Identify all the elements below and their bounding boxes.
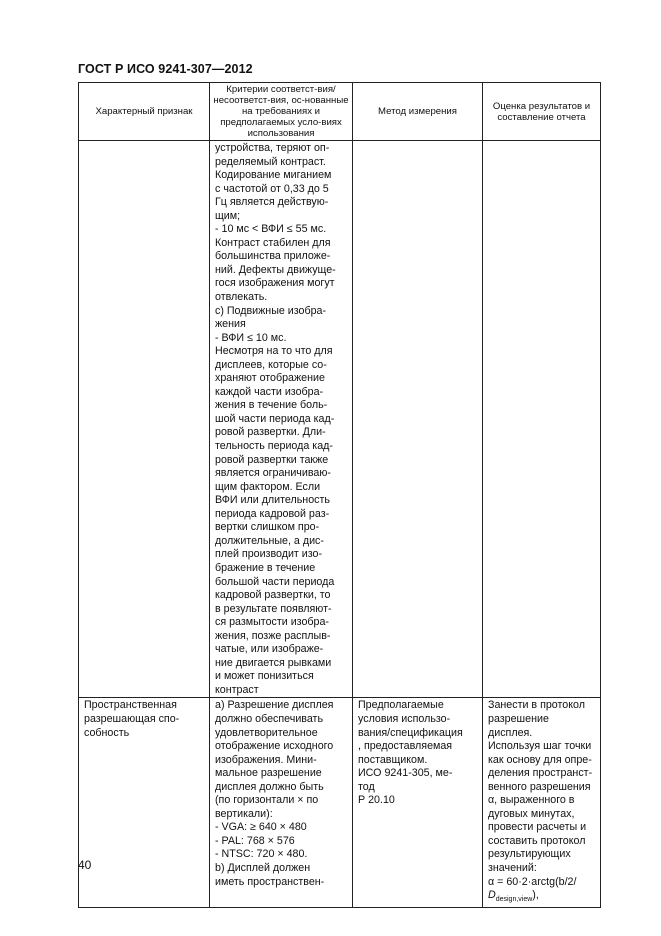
cell-text-line: α = 60·2·arctg(b/2/ xyxy=(488,875,577,888)
cell-text-line: - NTSC: 720 × 480. xyxy=(215,848,308,861)
cell-text-line: Р 20.10 xyxy=(358,794,395,807)
cell-text-line: Гц является действую- xyxy=(215,196,329,209)
cell-text-line: как основу для опре- xyxy=(488,753,592,766)
cell-text-line: чатые, или изображе- xyxy=(215,643,324,656)
cell-text-line: - VGA: ≥ 640 × 480 xyxy=(215,821,307,834)
cell-text-line: устройства, теряют оп- xyxy=(215,142,330,154)
cell-text-line: значений: xyxy=(488,861,537,874)
cell-text-line: дуговых минутах, xyxy=(488,807,575,820)
cell-text-line: ний. Дефекты движуще- xyxy=(215,263,336,276)
cell-text-line: жения в течение боль- xyxy=(215,399,328,412)
cell-text-line: Несмотря на то что для xyxy=(215,345,333,358)
cell-text-line: ние двигается рывками xyxy=(215,656,332,669)
cell-text-line: a) Разрешение дисплея xyxy=(215,699,334,712)
criteria-cell xyxy=(210,698,353,907)
feature-cell xyxy=(79,141,210,698)
cell-text-line: должительные, а дис- xyxy=(215,534,324,547)
cell-text-line: щим фактором. Если xyxy=(215,480,321,493)
cell-text-line: составить протокол xyxy=(488,834,586,847)
cell-text-line: жения xyxy=(215,318,246,331)
cell-text-line: разрешение дисплея. xyxy=(488,712,549,739)
cell-text-line: Контраст стабилен для xyxy=(215,236,331,249)
cell-text-line: отвлекать. xyxy=(215,291,268,304)
cell-text-line: Кодирование миганием xyxy=(215,169,332,182)
cell-text-line: - 10 мс < ВФИ ≤ 55 мс. xyxy=(215,223,327,236)
evaluation-cell xyxy=(483,141,601,698)
cell-text-line: плей производит изо- xyxy=(215,548,323,561)
cell-text-line: b) Дисплей должен xyxy=(215,861,311,874)
cell-text-line: Пространственная xyxy=(84,699,177,712)
criteria-cell xyxy=(210,141,353,698)
requirements-table xyxy=(78,82,601,908)
method-cell xyxy=(353,698,483,907)
cell-text-line: кадровой развертки, то xyxy=(215,589,331,602)
cell-text-line: тельность периода кад- xyxy=(215,440,333,453)
header-feature: Характерный признак xyxy=(79,83,210,141)
cell-text-line: вертикали): xyxy=(215,807,273,820)
cell-text-line: и может понизиться xyxy=(215,670,314,683)
cell-text-line: ровой развертки. Дли- xyxy=(215,426,326,439)
cell-text-line: ся размытости изобра- xyxy=(215,616,329,629)
cell-text-line: периода кадровой раз- xyxy=(215,507,330,520)
cell-text-line: , предоставляемая xyxy=(358,740,453,753)
cell-text-line: ИСО 9241-305, ме- xyxy=(358,767,453,780)
cell-text-line: условия использо- xyxy=(358,712,451,725)
cell-text-line: в результате появляют- xyxy=(215,602,332,615)
feature-cell xyxy=(79,698,210,907)
cell-text-line: ределяемый контраст. xyxy=(215,155,326,168)
cell-text-line: гося изображения могут xyxy=(215,277,335,290)
cell-text-line: шой части периода кад- xyxy=(215,412,335,425)
table-header-row xyxy=(79,83,601,141)
table-row xyxy=(79,698,601,907)
header-evaluation: Оценка результатов и составление отчета xyxy=(483,83,601,141)
cell-text-line: (по горизонтали × по xyxy=(215,794,319,807)
method-cell xyxy=(353,141,483,698)
cell-text-line: каждой части изобра- xyxy=(215,385,324,398)
cell-text-line: провести расчеты и xyxy=(488,821,587,834)
cell-text-line: с частотой от 0,33 до 5 xyxy=(215,182,329,195)
cell-text-line: деления пространст- xyxy=(488,767,593,780)
cell-text-line: собность xyxy=(84,726,130,739)
cell-text-line: мальное разрешение xyxy=(215,767,322,780)
cell-text-line: бражение в течение xyxy=(215,561,316,574)
header-method: Метод измерения xyxy=(353,83,483,141)
cell-text-line: результирующих xyxy=(488,848,571,861)
cell-text-line: $D_{design,view}$), xyxy=(488,889,539,904)
cell-text-line: вертки слишком про- xyxy=(215,521,320,534)
cell-text-line: Занести в протокол xyxy=(488,699,585,712)
cell-text-line: ровой развертки также xyxy=(215,453,329,466)
header-criteria: Критерии соответст-вия/несоответст-вия, ос-нованные на требованиях и предполагаемых усло-виях использования xyxy=(210,83,353,141)
cell-text-line: дисплея должно быть xyxy=(215,780,324,793)
cell-text-line: - PAL: 768 × 576 xyxy=(215,834,295,847)
table-row xyxy=(79,141,601,698)
cell-text-line: тод xyxy=(358,780,375,793)
cell-text-line: изображения. Мини- xyxy=(215,753,317,766)
cell-text-line: поставщиком. xyxy=(358,753,428,766)
cell-text-line: Предполагаемые xyxy=(358,699,444,712)
cell-text-line: храняют отображение xyxy=(215,372,325,385)
cell-text-line: α, выраженного в xyxy=(488,794,575,807)
cell-text-line: большой части периода xyxy=(215,575,335,588)
cell-text-line: c) Подвижные изобра- xyxy=(215,304,327,317)
cell-text-line: удовлетворительное xyxy=(215,726,318,739)
cell-text-line: жения, позже расплыв- xyxy=(215,629,331,642)
cell-text-line: венного разрешения xyxy=(488,780,591,793)
cell-text-line: контраст xyxy=(215,683,259,696)
cell-text-line: - ВФИ ≤ 10 мс. xyxy=(215,331,287,344)
cell-text-line: должно обеспечивать xyxy=(215,712,324,725)
evaluation-cell xyxy=(483,698,601,907)
cell-text-line: иметь пространствен- xyxy=(215,875,325,888)
cell-text-line: большинства приложе- xyxy=(215,250,331,263)
cell-text-line: Используя шаг точки xyxy=(488,740,592,753)
cell-text-line: ВФИ или длительность xyxy=(215,494,330,507)
document-title: ГОСТ Р ИСО 9241-307—2012 xyxy=(78,62,253,76)
cell-text-line: дисплеев, которые со- xyxy=(215,358,327,371)
cell-text-line: отображение исходного xyxy=(215,740,334,753)
cell-text-line: щим; xyxy=(215,209,241,222)
page-number: 40 xyxy=(78,858,92,872)
cell-text-line: разрешающая спо- xyxy=(84,712,180,725)
cell-text-line: является ограничиваю- xyxy=(215,467,331,480)
cell-text-line: вания/спецификация xyxy=(358,726,463,739)
